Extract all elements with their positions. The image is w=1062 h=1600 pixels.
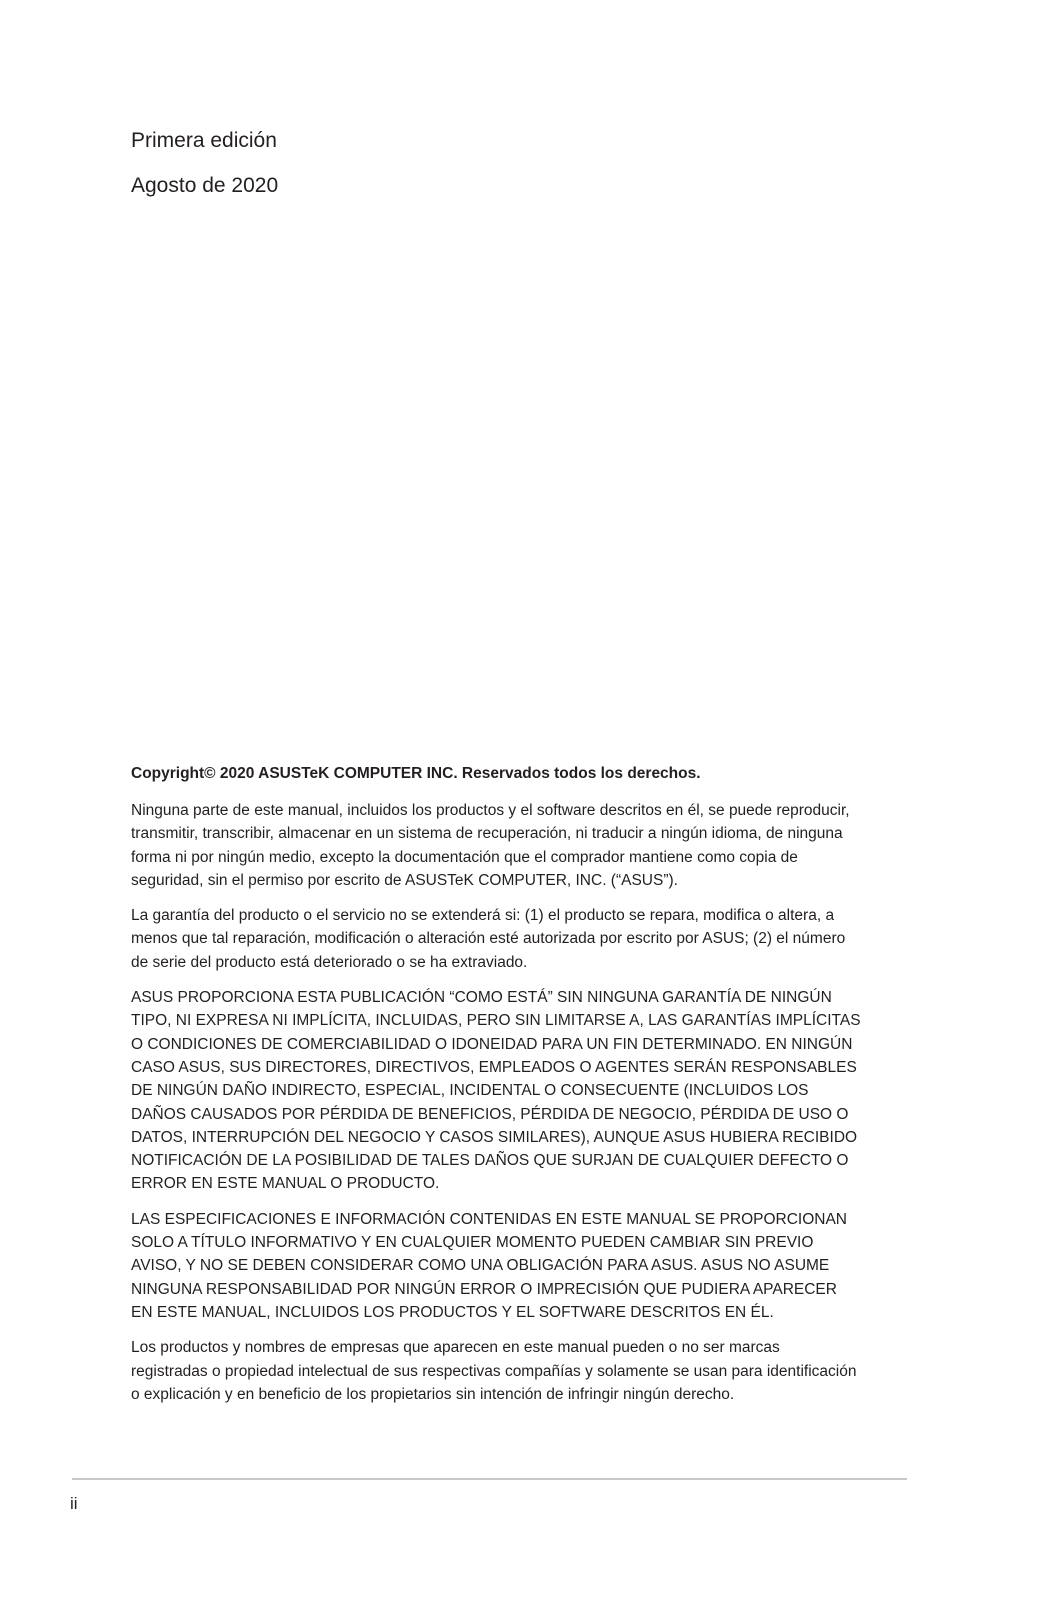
text-line: DATOS, INTERRUPCIÓN DEL NEGOCIO Y CASOS SIMILARES), AUNQUE ASUS HUBIERA RECIBIDO (131, 1128, 858, 1146)
text-line: EN ESTE MANUAL, INCLUIDOS LOS PRODUCTOS Y EL SOFTWARE DESCRITOS EN ÉL. (131, 1303, 774, 1321)
text-line: de serie del producto está deteriorado o se ha extraviado. (131, 953, 528, 971)
copyright-heading: Copyright© 2020 ASUSTeK COMPUTER INC. Reservados todos los derechos. (131, 765, 701, 782)
paragraph-reproduction (131, 799, 921, 892)
text-line: o explicación y en beneficio de los propietarios sin intención de infringir ningún derecho. (131, 1385, 735, 1403)
text-line: transmitir, transcribir, almacenar en un sistema de recuperación, ni traducir a ningún idioma, de ninguna (131, 825, 843, 843)
footer-divider (72, 1478, 907, 1480)
paragraph-disclaimer (131, 986, 921, 1196)
text-line: DAÑOS CAUSADOS POR PÉRDIDA DE BENEFICIOS, PÉRDIDA DE NEGOCIO, PÉRDIDA DE USO O (131, 1105, 849, 1123)
text-line: SOLO A TÍTULO INFORMATIVO Y EN CUALQUIER MOMENTO PUEDEN CAMBIAR SIN PREVIO (131, 1234, 814, 1252)
text-line: forma ni por ningún medio, excepto la documentación que el comprador mantiene como copia de (131, 848, 798, 866)
text-line: menos que tal reparación, modificación o alteración esté autorizada por escrito por ASUS; (2) el número (131, 930, 846, 948)
text-line: LAS ESPECIFICACIONES E INFORMACIÓN CONTENIDAS EN ESTE MANUAL SE PROPORCIONAN (131, 1210, 847, 1228)
text-line: O CONDICIONES DE COMERCIABILIDAD O IDONEIDAD PARA UN FIN DETERMINADO. EN NINGÚN (131, 1035, 853, 1053)
edition-info (131, 118, 278, 208)
text-line: DE NINGÚN DAÑO INDIRECTO, ESPECIAL, INCIDENTAL O CONSECUENTE (INCLUIDOS LOS (131, 1082, 809, 1100)
text-line: AVISO, Y NO SE DEBEN CONSIDERAR COMO UNA OBLIGACIÓN PARA ASUS. ASUS NO ASUME (131, 1257, 830, 1275)
paragraph-warranty (131, 904, 921, 974)
text-line: NINGUNA RESPONSABILIDAD POR NINGÚN ERROR O IMPRECISIÓN QUE PUDIERA APARECER (131, 1280, 837, 1298)
text-line: seguridad, sin el permiso por escrito de ASUSTeK COMPUTER, INC. (“ASUS”). (131, 871, 678, 889)
text-line: registradas o propiedad intelectual de sus respectivas compañías y solamente se usan para identificación (131, 1362, 857, 1380)
text-line: NOTIFICACIÓN DE LA POSIBILIDAD DE TALES DAÑOS QUE SURJAN DE CUALQUIER DEFECTO O (131, 1152, 849, 1170)
legal-notice (131, 762, 921, 1418)
text-line: CASO ASUS, SUS DIRECTORES, DIRECTIVOS, EMPLEADOS O AGENTES SERÁN RESPONSABLES (131, 1058, 857, 1076)
text-line: ASUS PROPORCIONA ESTA PUBLICACIÓN “COMO ESTÁ” SIN NINGUNA GARANTÍA DE NINGÚN (131, 989, 832, 1007)
text-line: Los productos y nombres de empresas que aparecen en este manual pueden o no ser marcas (131, 1339, 780, 1357)
edition-label: Primera edición (131, 129, 277, 152)
paragraph-trademarks (131, 1336, 921, 1406)
text-line: TIPO, NI EXPRESA NI IMPLÍCITA, INCLUIDAS, PERO SIN LIMITARSE A, LAS GARANTÍAS IMPLÍCITAS (131, 1012, 861, 1030)
text-line: La garantía del producto o el servicio no se extenderá si: (1) el producto se repara, modifica o altera, a (131, 907, 835, 925)
text-line: ERROR EN ESTE MANUAL O PRODUCTO. (131, 1175, 440, 1193)
text-line: Ninguna parte de este manual, incluidos los productos y el software descritos en él, se puede reproducir, (131, 802, 850, 819)
paragraph-specifications (131, 1208, 921, 1324)
page-number: ii (70, 1494, 78, 1513)
edition-date: Agosto de 2020 (131, 174, 279, 197)
